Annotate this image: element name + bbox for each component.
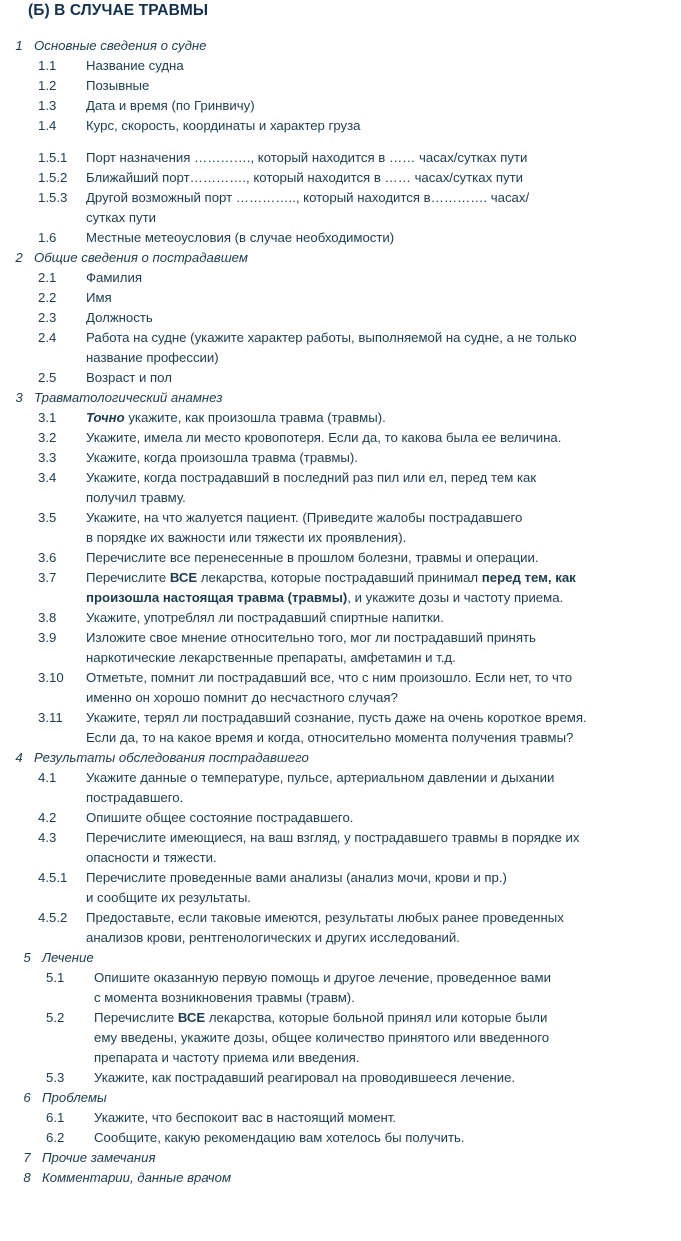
item-text <box>86 908 564 948</box>
item-text-line: Курс, скорость, координаты и характер груза <box>86 118 361 133</box>
item-text-line: Укажите, на что жалуется пациент. (Приведите жалобы пострадавшего <box>86 510 523 525</box>
section-title: Результаты обследования пострадавшего <box>34 750 309 765</box>
item-text-line: именно он хорошо помнит до несчастного случая? <box>86 690 398 705</box>
section-title: Основные сведения о судне <box>34 38 207 53</box>
item-number: 1.4 <box>38 118 57 133</box>
item-text-line: и сообщите их результаты. <box>86 890 251 905</box>
section-title: Комментарии, данные врачом <box>42 1170 231 1185</box>
item-text <box>94 1008 549 1068</box>
page-title: (Б) В СЛУЧАЕ ТРАВМЫ <box>28 2 209 19</box>
item-text-line: в порядке их важности или тяжести их проявления). <box>86 530 407 545</box>
item-number: 5.2 <box>46 1010 65 1025</box>
item-text <box>86 76 149 96</box>
item-text-line: наркотические лекарственные препараты, амфетамин и т.д. <box>86 650 456 665</box>
item-text-line: Укажите, употреблял ли пострадавший спиртные напитки. <box>86 610 444 625</box>
item-text <box>94 1108 396 1128</box>
item-text-line: Укажите, когда пострадавший в последний раз пил или ел, перед тем как <box>86 470 537 485</box>
item-text-line: Точно укажите, как произошла травма (травмы). <box>86 410 386 425</box>
item-text <box>86 468 536 508</box>
item-number: 4.1 <box>38 770 57 785</box>
item-text <box>86 148 527 168</box>
item-text-line: анализов крови, рентгенологических и других исследований. <box>86 930 460 945</box>
item-text <box>86 188 529 228</box>
item-text-line: Укажите, что беспокоит вас в настоящий момент. <box>94 1110 397 1125</box>
item-text-line: ему введены, укажите дозы, общее количество принятого или введенного <box>94 1030 550 1045</box>
item-text-line: Позывные <box>86 78 150 93</box>
item-text <box>86 708 587 748</box>
item-number: 3.7 <box>38 570 57 585</box>
section-number: 6 <box>23 1090 31 1105</box>
section-number: 8 <box>23 1170 31 1185</box>
item-text-line: Отметьте, помнит ли пострадавший все, что с ним произошло. Если нет, то что <box>86 670 573 685</box>
item-number: 1.1 <box>38 58 57 73</box>
item-text-line: Сообщите, какую рекомендацию вам хотелось бы получить. <box>94 1130 465 1145</box>
item-number: 4.3 <box>38 830 57 845</box>
item-text-line: сутках пути <box>86 210 157 225</box>
item-text-line: Фамилия <box>86 270 142 285</box>
section-number: 3 <box>15 390 23 405</box>
item-number: 2.1 <box>38 270 57 285</box>
item-text-line: Опишите оказанную первую помощь и другое лечение, проведенное вами <box>94 970 551 985</box>
item-number: 3.9 <box>38 630 57 645</box>
item-number: 3.1 <box>38 410 57 425</box>
item-text-line: Местные метеоусловия (в случае необходимости) <box>86 230 395 245</box>
item-number: 1.2 <box>38 78 57 93</box>
item-number: 6.1 <box>46 1110 65 1125</box>
item-text <box>86 448 358 468</box>
item-text-line: пострадавшего. <box>86 790 184 805</box>
item-text-line: Если да, то на какое время и когда, относительно момента получения травмы? <box>86 730 574 745</box>
item-text <box>86 288 112 308</box>
item-text-line: Укажите, терял ли пострадавший сознание, пусть даже на очень короткое время. <box>86 710 587 725</box>
item-text <box>86 828 579 868</box>
item-text-line: Опишите общее состояние пострадавшего. <box>86 810 354 825</box>
item-text <box>86 608 444 628</box>
item-text <box>86 768 554 808</box>
item-text-line: с момента возникновения травмы (травм). <box>94 990 355 1005</box>
item-text <box>86 116 361 136</box>
item-text <box>86 408 386 428</box>
item-text-line: Изложите свое мнение относительно того, мог ли пострадавший принять <box>86 630 536 645</box>
item-text <box>86 548 539 568</box>
item-text-line: Укажите данные о температуре, пульсе, артериальном давлении и дыхании <box>86 770 555 785</box>
section-number: 2 <box>15 250 23 265</box>
item-text <box>86 168 523 188</box>
item-text <box>94 968 551 1008</box>
section-number: 5 <box>23 950 31 965</box>
item-number: 2.2 <box>38 290 57 305</box>
item-text <box>86 628 536 668</box>
item-text <box>86 308 153 328</box>
item-number: 2.4 <box>38 330 57 345</box>
item-text-line: Укажите, когда произошла травма (травмы). <box>86 450 358 465</box>
item-number: 2.5 <box>38 370 57 385</box>
item-number: 4.5.1 <box>38 870 68 885</box>
item-number: 1.5.3 <box>38 190 68 205</box>
item-text-line: Имя <box>86 290 112 305</box>
item-text-line: Перечислите имеющиеся, на ваш взгляд, у пострадавшего травмы в порядке их <box>86 830 580 845</box>
item-text-line: Ближайший порт…………., который находится в …… часах/сутках пути <box>86 170 523 185</box>
item-text-line: Работа на судне (укажите характер работы, выполняемой на судне, а не только <box>86 330 577 345</box>
item-number: 5.1 <box>46 970 65 985</box>
item-text-line: Возраст и пол <box>86 370 172 385</box>
item-text <box>86 508 522 548</box>
item-text-line: Перечислите проведенные вами анализы (анализ мочи, крови и пр.) <box>86 870 507 885</box>
item-number: 1.5.1 <box>38 150 68 165</box>
section-title: Общие сведения о пострадавшем <box>34 250 248 265</box>
item-text-line: Должность <box>86 310 153 325</box>
item-text <box>94 1128 465 1148</box>
item-text-line: Название судна <box>86 58 184 73</box>
item-text <box>86 228 394 248</box>
item-text-line: Укажите, как пострадавший реагировал на проводившееся лечение. <box>94 1070 516 1085</box>
section-title: Проблемы <box>42 1090 107 1105</box>
item-number: 5.3 <box>46 1070 65 1085</box>
item-text <box>86 568 576 608</box>
item-text <box>86 868 507 908</box>
item-number: 6.2 <box>46 1130 65 1145</box>
item-text <box>86 96 255 116</box>
item-text-line: получил травму. <box>86 490 186 505</box>
item-text-line: Другой возможный порт ………….., который находится в…………. часах/ <box>86 190 530 205</box>
section-number: 1 <box>15 38 23 53</box>
item-number: 3.6 <box>38 550 57 565</box>
item-number: 1.6 <box>38 230 57 245</box>
item-number: 3.3 <box>38 450 57 465</box>
item-number: 1.5.2 <box>38 170 68 185</box>
item-number: 1.3 <box>38 98 57 113</box>
item-number: 3.4 <box>38 470 57 485</box>
item-number: 3.8 <box>38 610 57 625</box>
item-text-line: Укажите, имела ли место кровопотеря. Если да, то какова была ее величина. <box>86 430 562 445</box>
item-number: 3.5 <box>38 510 57 525</box>
item-text <box>86 808 353 828</box>
item-number: 3.10 <box>38 670 64 685</box>
item-text-line: Дата и время (по Гринвичу) <box>86 98 255 113</box>
item-text <box>86 268 142 288</box>
section-title: Лечение <box>42 950 94 965</box>
section-number: 4 <box>15 750 23 765</box>
item-text-line: препарата и частоту приема или введения. <box>94 1050 360 1065</box>
item-text-line: Перечислите ВСЕ лекарства, которые больной принял или которые были <box>94 1010 548 1025</box>
section-title: Травматологический анамнез <box>34 390 223 405</box>
item-text-line: Перечислите ВСЕ лекарства, которые пострадавший принимал перед тем, как <box>86 570 576 585</box>
item-text-line: Предоставьте, если таковые имеются, результаты любых ранее проведенных <box>86 910 564 925</box>
item-number: 3.11 <box>38 710 63 725</box>
item-number: 2.3 <box>38 310 57 325</box>
item-text <box>86 56 184 76</box>
item-number: 4.2 <box>38 810 57 825</box>
item-text-line: опасности и тяжести. <box>86 850 217 865</box>
item-text-line: название профессии) <box>86 350 219 365</box>
section-title: Прочие замечания <box>42 1150 156 1165</box>
section-number: 7 <box>23 1150 31 1165</box>
item-text <box>86 328 577 368</box>
item-number: 4.5.2 <box>38 910 68 925</box>
item-text <box>86 368 172 388</box>
item-text-line: Перечислите все перенесенные в прошлом болезни, травмы и операции. <box>86 550 539 565</box>
item-text <box>86 668 572 708</box>
item-text-line: Порт назначения …………., который находится в …… часах/сутках пути <box>86 150 528 165</box>
item-text <box>86 428 561 448</box>
item-text-line: произошла настоящая травма (травмы), и укажите дозы и частоту приема. <box>86 590 564 605</box>
item-text <box>94 1068 515 1088</box>
item-number: 3.2 <box>38 430 57 445</box>
